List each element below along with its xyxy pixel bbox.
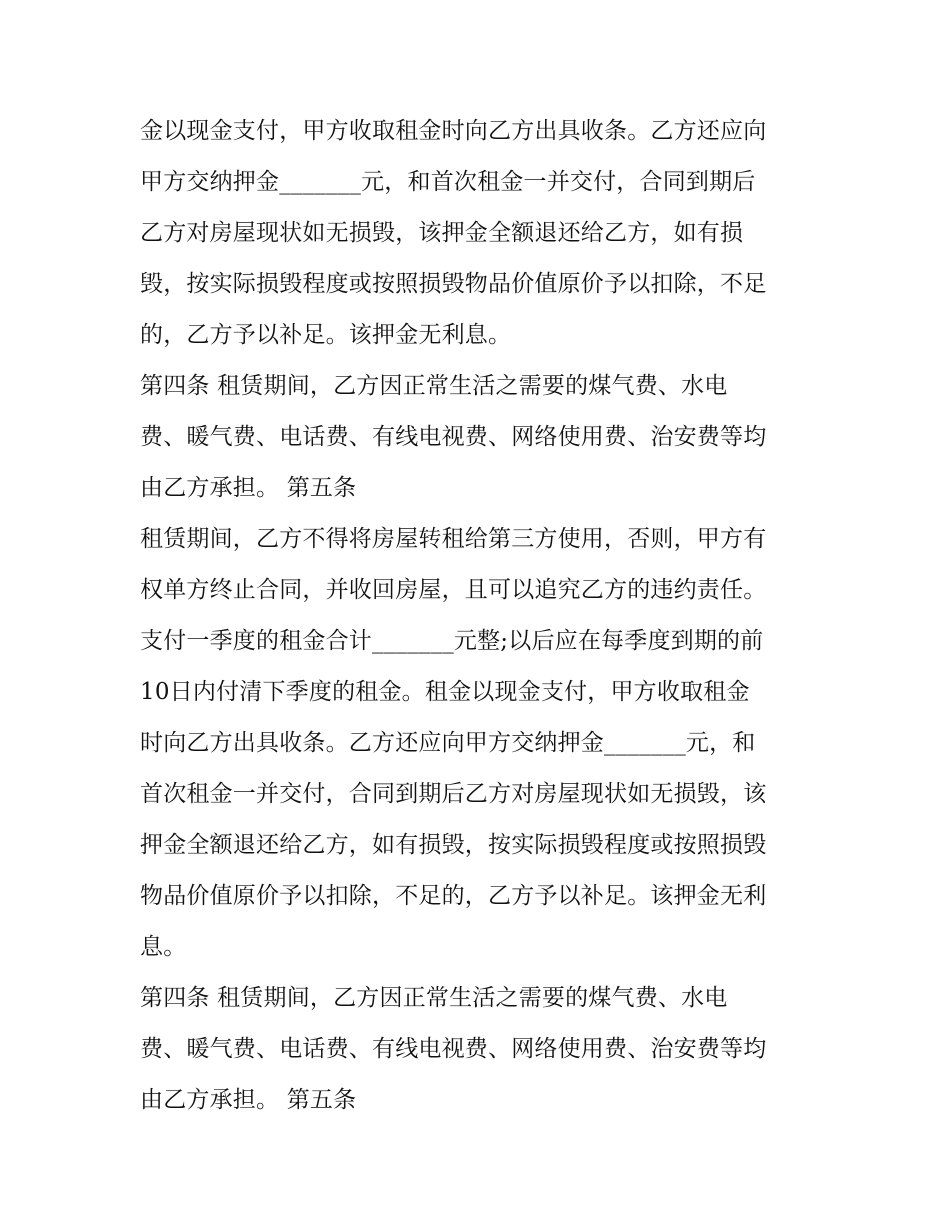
text-line: 押金全额退还给乙方，如有损毁，按实际损毁程度或按照损毁 [140,832,767,858]
text-line: 的，乙方予以补足。该押金无利息。 [140,322,512,348]
text-line: 首次租金一并交付，合同到期后乙方对房屋现状如无损毁，该 [140,781,767,807]
text-line: 由乙方承担。 第五条 [140,475,357,501]
text-line: 第四条 租赁期间，乙方因正常生活之需要的煤气费、水电 [140,985,728,1011]
text-line: 甲方交纳押金_______元，和首次租金一并交付，合同到期后 [140,169,756,195]
text-line: 10日内付清下季度的租金。租金以现金支付，甲方收取租金 [140,679,750,705]
text-line: 时向乙方出具收条。乙方还应向甲方交纳押金_______元，和 [140,730,756,756]
text-line: 毁，按实际损毁程度或按照损毁物品价值原价予以扣除，不足 [140,271,767,297]
text-line: 物品价值原价予以扣除，不足的，乙方予以补足。该押金无利 [140,883,767,909]
text-line: 费、暖气费、电话费、有线电视费、网络使用费、治安费等均 [140,424,767,450]
text-line: 乙方对房屋现状如无损毁，该押金全额退还给乙方，如有损 [140,220,744,246]
text-line: 权单方终止合同，并收回房屋，且可以追究乙方的违约责任。 [140,577,767,603]
text-line: 金以现金支付，甲方收取租金时向乙方出具收条。乙方还应向 [140,118,767,144]
text-line: 由乙方承担。 第五条 [140,1087,357,1113]
text-line: 息。 [140,934,187,960]
text-line: 租赁期间，乙方不得将房屋转租给第三方使用，否则，甲方有 [140,526,767,552]
document-body [140,106,830,1126]
text-line: 第四条 租赁期间，乙方因正常生活之需要的煤气费、水电 [140,373,728,399]
text-line: 费、暖气费、电话费、有线电视费、网络使用费、治安费等均 [140,1036,767,1062]
text-line: 支付一季度的租金合计_______元整;以后应在每季度到期的前 [140,628,764,654]
